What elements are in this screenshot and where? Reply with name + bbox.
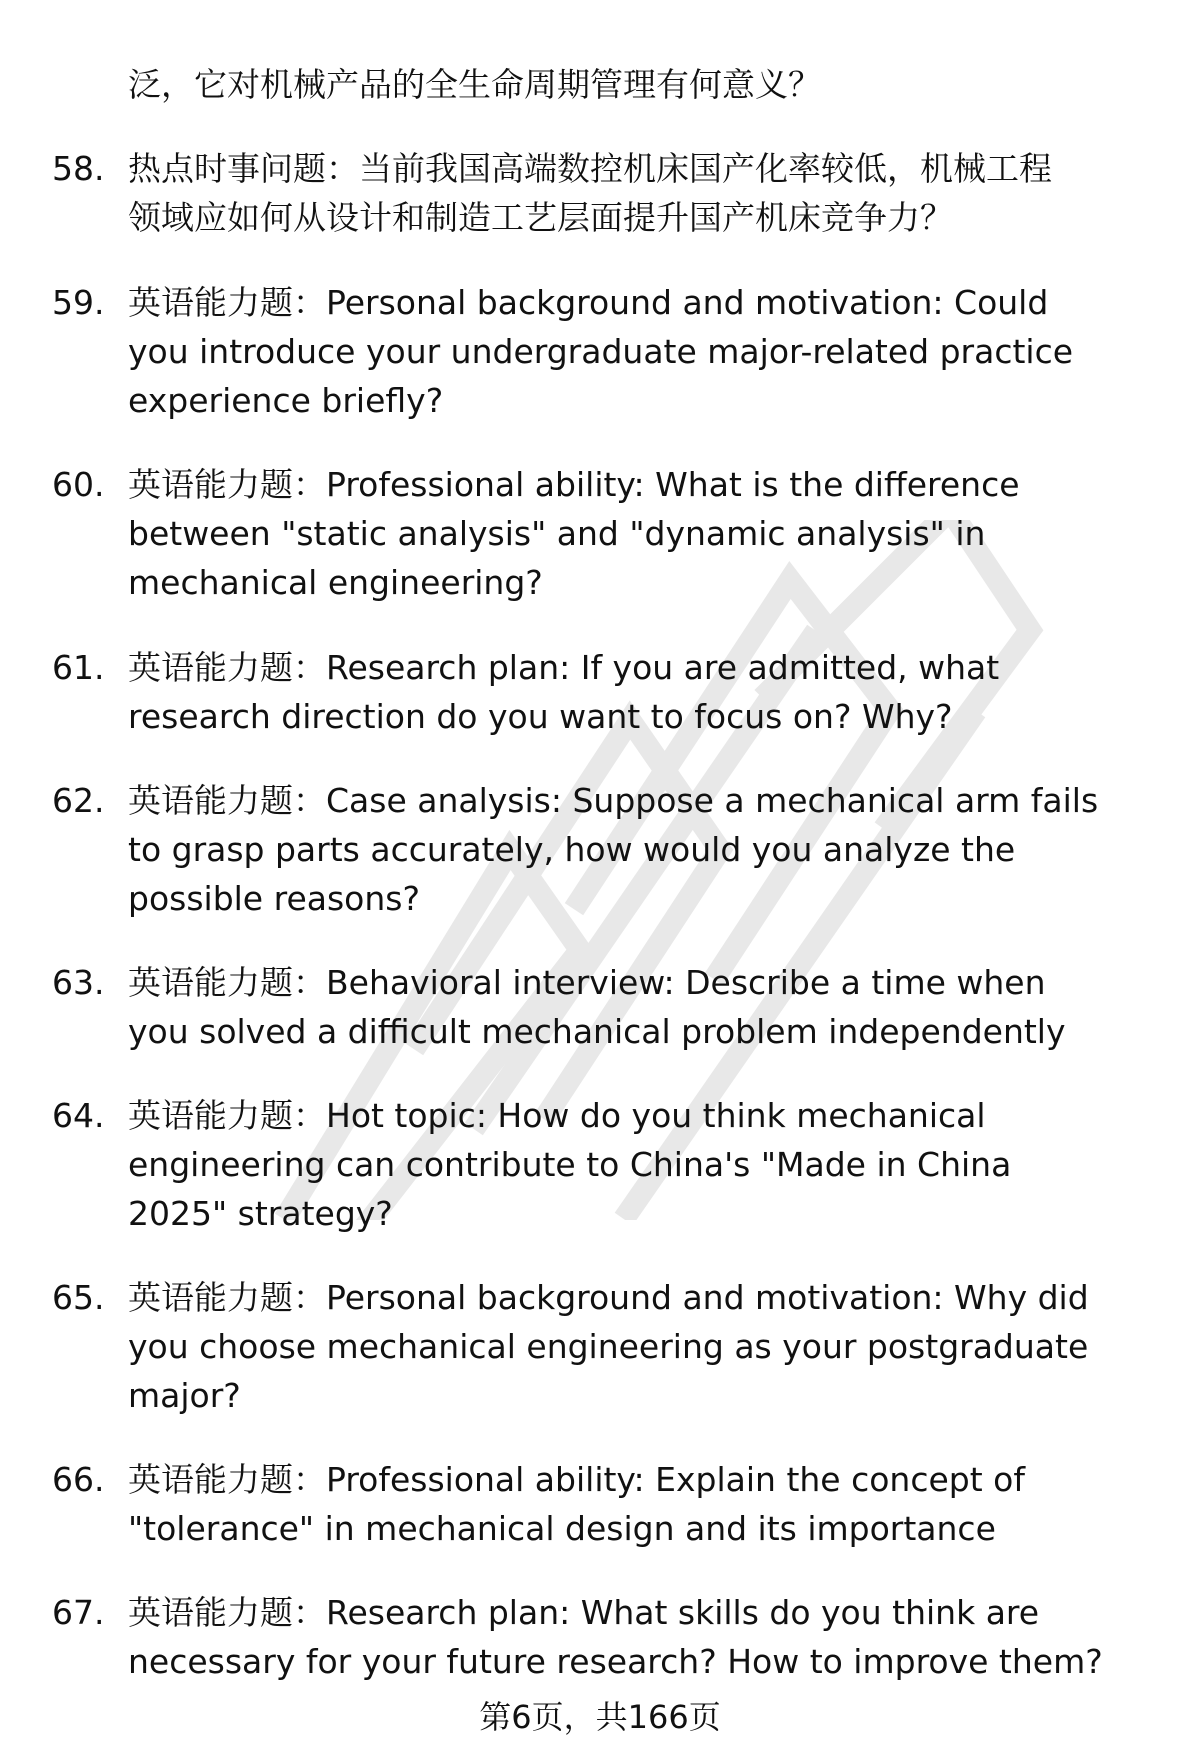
question-number: 61. <box>52 648 105 687</box>
question-text-line: 英语能力题：Behavioral interview: Describe a time when <box>128 963 1046 1002</box>
question-text-line: to grasp parts accurately, how would you analyze the <box>128 830 1016 869</box>
question-text-line: 英语能力题：Professional ability: What is the difference <box>128 465 1020 504</box>
question-text-line: 英语能力题：Case analysis: Suppose a mechanical arm fails <box>128 781 1099 820</box>
question-number: 62. <box>52 781 105 820</box>
question-text-line: 领域应如何从设计和制造工艺层面提升国产机床竞争力？ <box>128 198 953 237</box>
question-text-line: 2025" strategy? <box>128 1194 393 1233</box>
question-text-line: between "static analysis" and "dynamic analysis" in <box>128 514 986 553</box>
question-number: 67. <box>52 1593 105 1632</box>
question-number: 60. <box>52 465 105 504</box>
question-number: 59. <box>52 283 105 322</box>
question-text-line: you solved a difficult mechanical problem independently <box>128 1012 1066 1051</box>
question-text-line: experience briefly? <box>128 381 444 420</box>
question-text-line: 英语能力题：Professional ability: Explain the concept of <box>128 1460 1025 1499</box>
question-text-line: 热点时事问题：当前我国高端数控机床国产化率较低，机械工程 <box>128 149 1052 188</box>
question-text-line: 英语能力题：Personal background and motivation: Why did <box>128 1278 1089 1317</box>
question-text-line: "tolerance" in mechanical design and its importance <box>128 1509 996 1548</box>
question-text-line: major? <box>128 1376 241 1415</box>
question-number: 65. <box>52 1278 105 1317</box>
question-number: 63. <box>52 963 105 1002</box>
page-number-footer: 第6页，共166页 <box>479 1698 721 1736</box>
question-text-line: mechanical engineering? <box>128 563 543 602</box>
question-number: 58. <box>52 149 105 188</box>
question-text-line: possible reasons? <box>128 879 420 918</box>
question-text-line: research direction do you want to focus on? Why? <box>128 697 953 736</box>
question-text-line: 英语能力题：Hot topic: How do you think mechanical <box>128 1096 986 1135</box>
question-text-line: 英语能力题：Research plan: What skills do you think are <box>128 1593 1040 1632</box>
question-text-line: necessary for your future research? How to improve them? <box>128 1642 1103 1681</box>
question-text-line: engineering can contribute to China's "Made in China <box>128 1145 1012 1184</box>
question-number: 64. <box>52 1096 105 1135</box>
question-text-line: you introduce your undergraduate major-related practice <box>128 332 1074 371</box>
question-text-line: 英语能力题：Research plan: If you are admitted, what <box>128 648 1000 687</box>
question-text-line: 英语能力题：Personal background and motivation: Could <box>128 283 1049 322</box>
question-number: 66. <box>52 1460 105 1499</box>
question-text-line: you choose mechanical engineering as your postgraduate <box>128 1327 1089 1366</box>
continuation-line: 泛，它对机械产品的全生命周期管理有何意义？ <box>128 65 821 104</box>
